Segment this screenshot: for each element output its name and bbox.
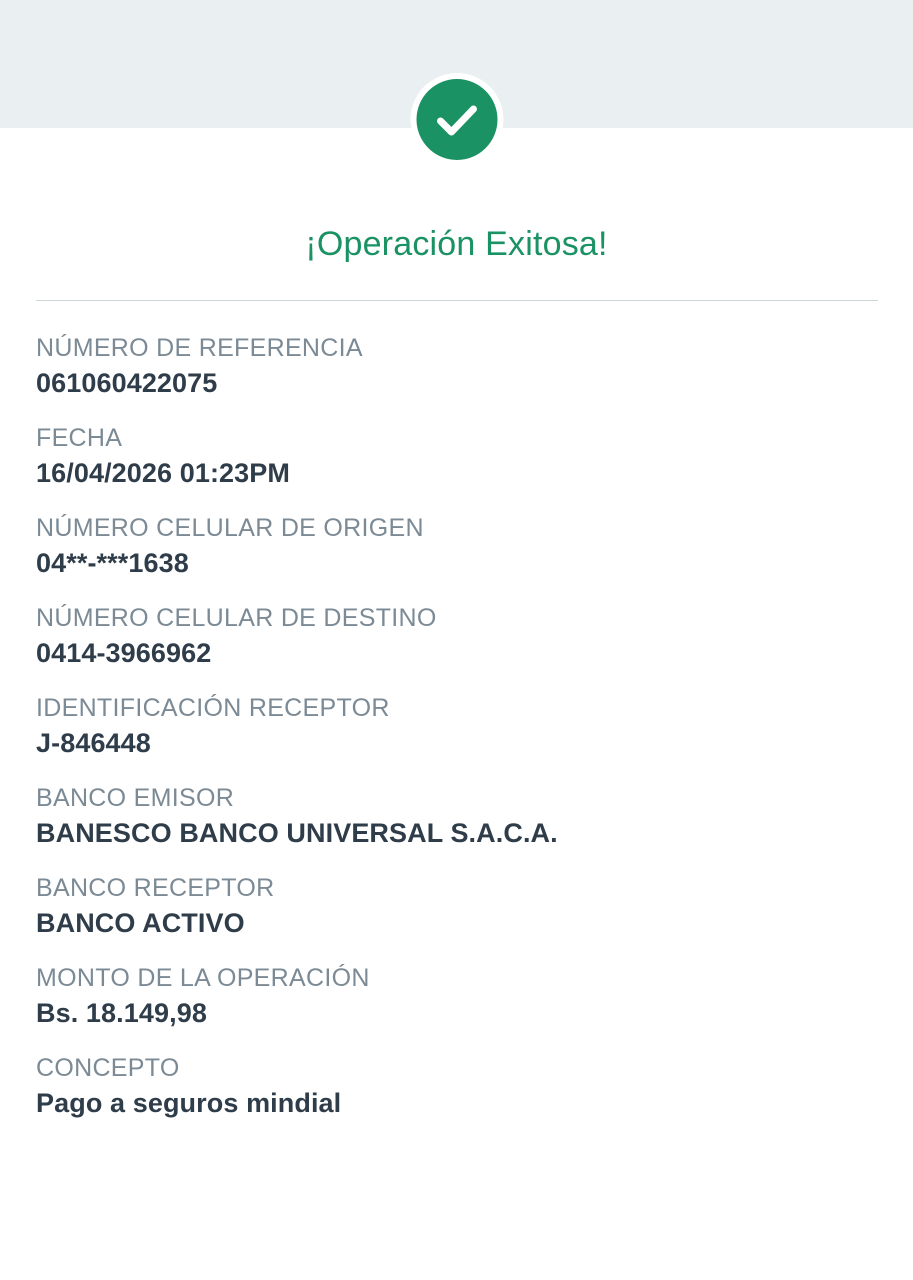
field-destination-phone: [36, 603, 896, 671]
field-value: 04**-***1638: [36, 548, 189, 579]
page-title: ¡Operación Exitosa!: [305, 225, 608, 263]
field-value: J-846448: [36, 728, 151, 759]
field-value: Bs. 18.149,98: [36, 998, 207, 1029]
field-label: BANCO EMISOR: [36, 784, 235, 812]
receipt-header: [0, 0, 913, 210]
field-receiving-bank: [36, 873, 896, 941]
field-label: NÚMERO CELULAR DE DESTINO: [36, 604, 437, 632]
field-value: BANESCO BANCO UNIVERSAL S.A.C.A.: [36, 818, 558, 849]
check-circle-icon: [410, 73, 503, 166]
field-value: 0414-3966962: [36, 638, 212, 669]
field-label: IDENTIFICACIÓN RECEPTOR: [36, 694, 390, 722]
field-label: FECHA: [36, 424, 123, 452]
field-amount: [36, 963, 896, 1031]
receipt-details: [36, 333, 896, 1143]
field-concept: [36, 1053, 896, 1121]
field-issuing-bank: [36, 783, 896, 851]
field-value: 061060422075: [36, 368, 218, 399]
divider: [36, 300, 878, 301]
field-label: CONCEPTO: [36, 1054, 180, 1082]
field-label: BANCO RECEPTOR: [36, 874, 275, 902]
field-label: NÚMERO CELULAR DE ORIGEN: [36, 514, 424, 542]
field-date: [36, 423, 896, 491]
field-value: Pago a seguros mindial: [36, 1088, 342, 1119]
field-label: NÚMERO DE REFERENCIA: [36, 334, 363, 362]
field-origin-phone: [36, 513, 896, 581]
field-value: 16/04/2026 01:23PM: [36, 458, 290, 489]
field-label: MONTO DE LA OPERACIÓN: [36, 964, 370, 992]
field-reference-number: [36, 333, 896, 401]
field-receiver-id: [36, 693, 896, 761]
field-value: BANCO ACTIVO: [36, 908, 245, 939]
